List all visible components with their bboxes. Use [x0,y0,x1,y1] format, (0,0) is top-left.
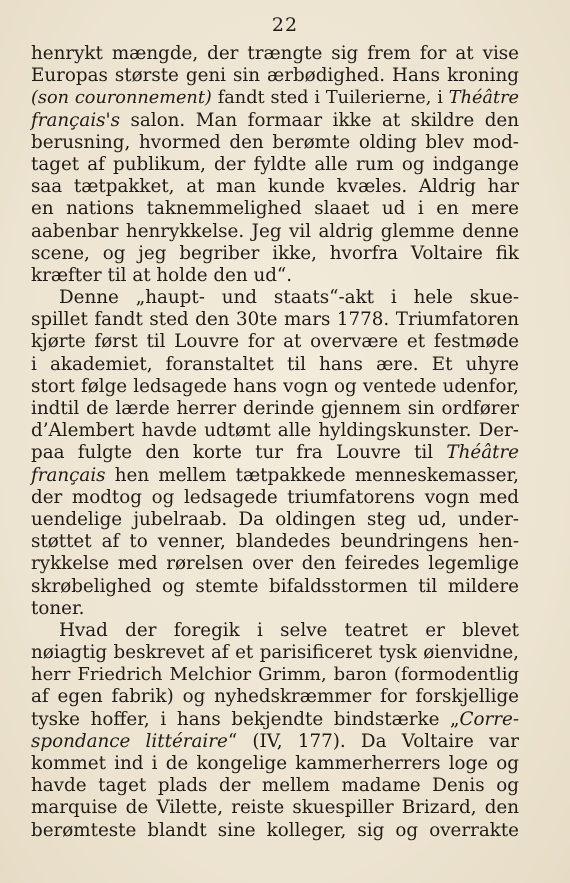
text-line [31,132,519,154]
italic-text: français's [31,109,120,131]
text-segment: fandt sted i Tuilerierne, i [211,88,449,109]
text-segment: aabenbar henrykkelse. Jeg vil aldrig glemme denne [31,220,519,242]
text-line [31,775,519,797]
text-line [31,309,519,331]
text-line [31,376,519,398]
text-line [31,43,519,65]
text-line [31,642,519,664]
text-segment: der modtog og ledsagede triumfatorens vogn med [31,486,519,508]
text-segment: scene, og jeg begriber ikke, hvorfra Voltaire fik [31,242,519,264]
text-line [31,154,519,176]
text-line [31,509,519,531]
body-text [31,43,519,842]
text-line [31,820,519,842]
italic-text: Théâtre [446,442,519,464]
text-segment: Denne „haupt- und staats“-akt i hele skue- [59,287,519,309]
text-segment: kræfter til at holde den ud“. [31,264,293,286]
text-segment: salon. Man formaar ikke at skildre den [119,109,519,131]
text-segment: Hvad der foregik i selve teatret er blevet [59,619,519,641]
text-line [31,287,519,309]
italic-text: Corre- [459,708,519,730]
text-line [31,442,519,464]
text-segment: indtil de lærde herrer derinde gjennem sin ordfører [31,398,519,419]
text-line [31,420,519,442]
text-line [31,797,519,819]
italic-text: Théâtre [448,88,519,109]
text-segment: toner. [31,597,85,619]
text-line [31,686,519,708]
text-line [31,176,519,198]
text-segment: “ (IV, 177). Da Voltaire var [227,730,519,752]
text-segment: af egen fabrik) og nyhedskræmmer for forskjellige [31,686,519,708]
text-segment: tyske hoffer, i hans bekjendte bindstærke „ [31,708,460,730]
text-segment: nøiagtig beskrevet af et parisificeret tysk øienvidne, [31,642,519,664]
italic-text: (son couronnement) [31,88,212,109]
italic-text: français [31,464,106,486]
text-line [31,620,519,642]
text-segment: i akademiet, foranstaltet til hans ære. Et uhyre [31,353,519,375]
text-segment: Europas største geni sin ærbødighed. Hans kroning [31,65,519,87]
text-segment: kjørte først til Louvre for at overvære et festmøde [31,331,519,353]
text-segment: d’Alembert havde udtømt alle hyldingskunster. Der- [31,420,519,442]
text-line [31,598,519,620]
italic-text: spondance littéraire [31,730,228,752]
text-line [31,87,519,109]
text-line [31,664,519,686]
text-segment: berømteste blandt sine kolleger, sig og overrakte [31,819,519,841]
text-segment: skrøbelighed og stemte bifaldsstormen til mildere [31,575,519,597]
text-segment: rykkelse med rørelsen over den feiredes legemlige [31,553,519,575]
text-line [31,110,519,132]
text-segment: herr Friedrich Melchior Grimm, baron (formodentlig [31,664,519,686]
text-line [31,553,519,575]
text-line [31,354,519,376]
text-line [31,221,519,243]
text-line [31,331,519,353]
text-line [31,65,519,87]
text-segment: paa fulgte den korte tur fra Louvre til [31,442,447,464]
text-segment: kommet ind i de kongelige kammerherrers loge og [31,753,519,774]
text-line [31,709,519,731]
text-segment: en nations taknemmelighed slaaet ud i en mere [31,198,519,220]
text-line [31,265,519,287]
text-segment: uendelige jubelraab. Da oldingen steg ud, under- [31,508,519,530]
text-line [31,576,519,598]
text-line [31,198,519,220]
text-line [31,398,519,420]
text-segment: stort følge ledsagede hans vogn og ventede udenfor, [31,375,519,397]
text-line [31,243,519,265]
text-line [31,731,519,753]
text-line [31,531,519,553]
page-number: 22 [271,14,299,36]
text-segment: taget af publikum, der fyldte alle rum og indgange [31,153,519,175]
text-segment: havde taget plads der mellem madame Denis og [31,775,519,797]
text-segment: marquise de Vilette, reiste skuespiller Brizard, den [31,797,519,819]
text-segment: spillet fandt sted den 30te mars 1778. Triumfatoren [31,309,519,331]
text-line [31,465,519,487]
text-segment: berusning, hvormed den berømte olding blev mod- [31,131,519,153]
text-segment: saa tætpakket, at man kunde kvæles. Aldrig har [31,176,519,198]
text-line [31,487,519,509]
text-segment: henrykt mængde, der trængte sig frem for at vise [31,43,519,64]
text-segment: støttet af to venner, blandedes beundringens hen- [31,531,519,553]
text-segment: hen mellem tætpakkede menneskemasser, [105,464,519,486]
text-line [31,753,519,775]
